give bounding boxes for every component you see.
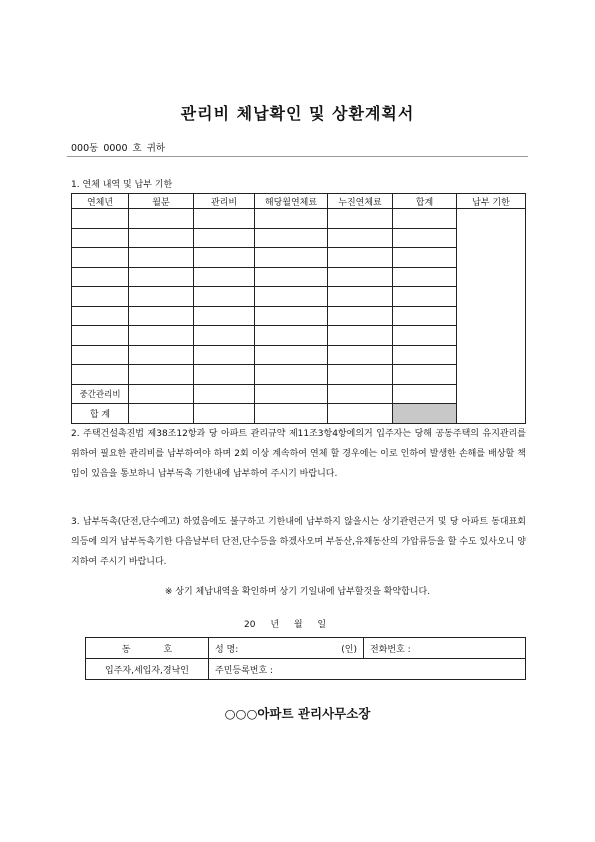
cell-due-date[interactable]	[457, 209, 526, 424]
cell-month-late-fee[interactable]	[255, 345, 328, 365]
cell-month-late-fee[interactable]	[255, 267, 328, 287]
cell-sum[interactable]	[393, 228, 457, 248]
date-line: 20 년 월 일	[244, 620, 327, 630]
cell-fee[interactable]	[194, 365, 255, 385]
total-sum-cell-shaded	[393, 404, 457, 424]
col-header-cumulative-late-fee: 누진연체료	[328, 194, 393, 209]
name-label: 성 명:	[215, 644, 239, 655]
cell-month-late-fee[interactable]	[255, 384, 328, 404]
resident-number-field[interactable]: 주민등록번호 :	[209, 659, 526, 680]
cell-cumulative-late-fee[interactable]	[328, 209, 393, 229]
cell-sum[interactable]	[393, 209, 457, 229]
cell-cumulative-late-fee[interactable]	[328, 306, 393, 326]
table-row	[72, 209, 526, 229]
cell-year[interactable]	[72, 228, 129, 248]
col-header-fee: 관리비	[194, 194, 255, 209]
cell-sum[interactable]	[393, 306, 457, 326]
cell-year[interactable]	[72, 306, 129, 326]
cell-month[interactable]	[129, 384, 194, 404]
cell-cumulative-late-fee[interactable]	[328, 384, 393, 404]
cell-fee[interactable]	[194, 345, 255, 365]
cell-month[interactable]	[129, 345, 194, 365]
col-header-year: 연체년	[72, 194, 129, 209]
signature-row-1	[86, 638, 526, 659]
cell-month-late-fee[interactable]	[255, 326, 328, 346]
cell-sum[interactable]	[393, 326, 457, 346]
cell-year[interactable]	[72, 326, 129, 346]
cell-fee[interactable]	[194, 287, 255, 307]
dong-ho-field[interactable]: 동 호	[86, 638, 209, 659]
signature-row-2	[86, 659, 526, 680]
cell-month-late-fee[interactable]	[255, 306, 328, 326]
seal-label: (인)	[341, 644, 357, 655]
cell-cumulative-late-fee[interactable]	[328, 404, 393, 424]
divider	[67, 156, 528, 157]
cell-fee[interactable]	[194, 228, 255, 248]
cell-month[interactable]	[129, 228, 194, 248]
col-header-sum: 합계	[393, 194, 457, 209]
cell-month[interactable]	[129, 209, 194, 229]
pledge-statement: ※ 상기 체납내역을 확인하며 상기 기일내에 납부할것을 확약합니다.	[164, 587, 431, 597]
cell-year[interactable]	[72, 267, 129, 287]
cell-month[interactable]	[129, 365, 194, 385]
name-field[interactable]	[209, 638, 364, 659]
cell-sum[interactable]	[393, 365, 457, 385]
table-header-row	[72, 194, 526, 209]
cell-sum[interactable]	[393, 248, 457, 268]
cell-month-late-fee[interactable]	[255, 248, 328, 268]
cell-fee[interactable]	[194, 209, 255, 229]
cell-year[interactable]	[72, 365, 129, 385]
paragraph-2: 2. 주택건설촉진법 제38조12항과 당 아파트 관리규약 제11조3항4항에의거 입주자는 당해 공동주택의 유지관리를 위하여 필요한 관리비를 납부하여야 하며 2회 이상 계속하여 연체 할 경우에는 이로 인하여 발생한 손해를 배상할 책임이 있음을 통보하니 납부독촉 기한내에 납부하여 주시기 바랍니다.	[71, 429, 526, 479]
cell-month-late-fee[interactable]	[255, 365, 328, 385]
cell-fee[interactable]	[194, 267, 255, 287]
col-header-due-date: 납부 기한	[457, 194, 526, 209]
cell-year[interactable]	[72, 209, 129, 229]
phone-field[interactable]: 전화번호 :	[364, 638, 526, 659]
col-header-month-late-fee: 해당월연체료	[255, 194, 328, 209]
cell-sum[interactable]	[393, 287, 457, 307]
cell-month[interactable]	[129, 404, 194, 424]
paragraph-3: 3. 납부독촉(단전,단수예고) 하였음에도 불구하고 기한내에 납부하지 않을시는 상기관련근거 및 당 아파트 동대표회의등에 의거 납부독촉기한 다음날부터 단전,단수등을 하겠사오며 부동산,유채동산의 가압류등을 할 수도 있사오니 양지하여 주시기 바랍니다.	[71, 517, 526, 567]
cell-month[interactable]	[129, 267, 194, 287]
section1-heading: 1. 연체 내역 및 납부 기한	[71, 180, 173, 190]
cell-month[interactable]	[129, 326, 194, 346]
cell-cumulative-late-fee[interactable]	[328, 248, 393, 268]
cell-sum[interactable]	[393, 345, 457, 365]
cell-cumulative-late-fee[interactable]	[328, 326, 393, 346]
cell-sum[interactable]	[393, 384, 457, 404]
cell-cumulative-late-fee[interactable]	[328, 345, 393, 365]
cell-sum[interactable]	[393, 267, 457, 287]
cell-year[interactable]	[72, 248, 129, 268]
cell-fee[interactable]	[194, 306, 255, 326]
interim-fee-label: 중간관리비	[72, 384, 129, 404]
cell-month[interactable]	[129, 287, 194, 307]
cell-cumulative-late-fee[interactable]	[328, 228, 393, 248]
cell-year[interactable]	[72, 287, 129, 307]
signature-table	[85, 637, 526, 680]
document-title: 관리비 체납확인 및 상환계획서	[180, 104, 415, 123]
cell-month[interactable]	[129, 306, 194, 326]
cell-month-late-fee[interactable]	[255, 209, 328, 229]
arrears-table	[71, 193, 526, 424]
role-label: 입주자,세입자,경낙인	[86, 659, 209, 680]
office-name: ○○○아파트 관리사무소장	[224, 706, 371, 721]
total-label: 합 계	[72, 404, 129, 424]
cell-month-late-fee[interactable]	[255, 404, 328, 424]
cell-month-late-fee[interactable]	[255, 228, 328, 248]
cell-month-late-fee[interactable]	[255, 287, 328, 307]
cell-fee[interactable]	[194, 384, 255, 404]
cell-year[interactable]	[72, 345, 129, 365]
cell-fee[interactable]	[194, 248, 255, 268]
addressee-line: 000동 0000 호 귀하	[71, 143, 166, 154]
cell-fee[interactable]	[194, 326, 255, 346]
cell-cumulative-late-fee[interactable]	[328, 287, 393, 307]
cell-cumulative-late-fee[interactable]	[328, 267, 393, 287]
cell-fee[interactable]	[194, 404, 255, 424]
cell-month[interactable]	[129, 248, 194, 268]
col-header-month: 월분	[129, 194, 194, 209]
cell-cumulative-late-fee[interactable]	[328, 365, 393, 385]
